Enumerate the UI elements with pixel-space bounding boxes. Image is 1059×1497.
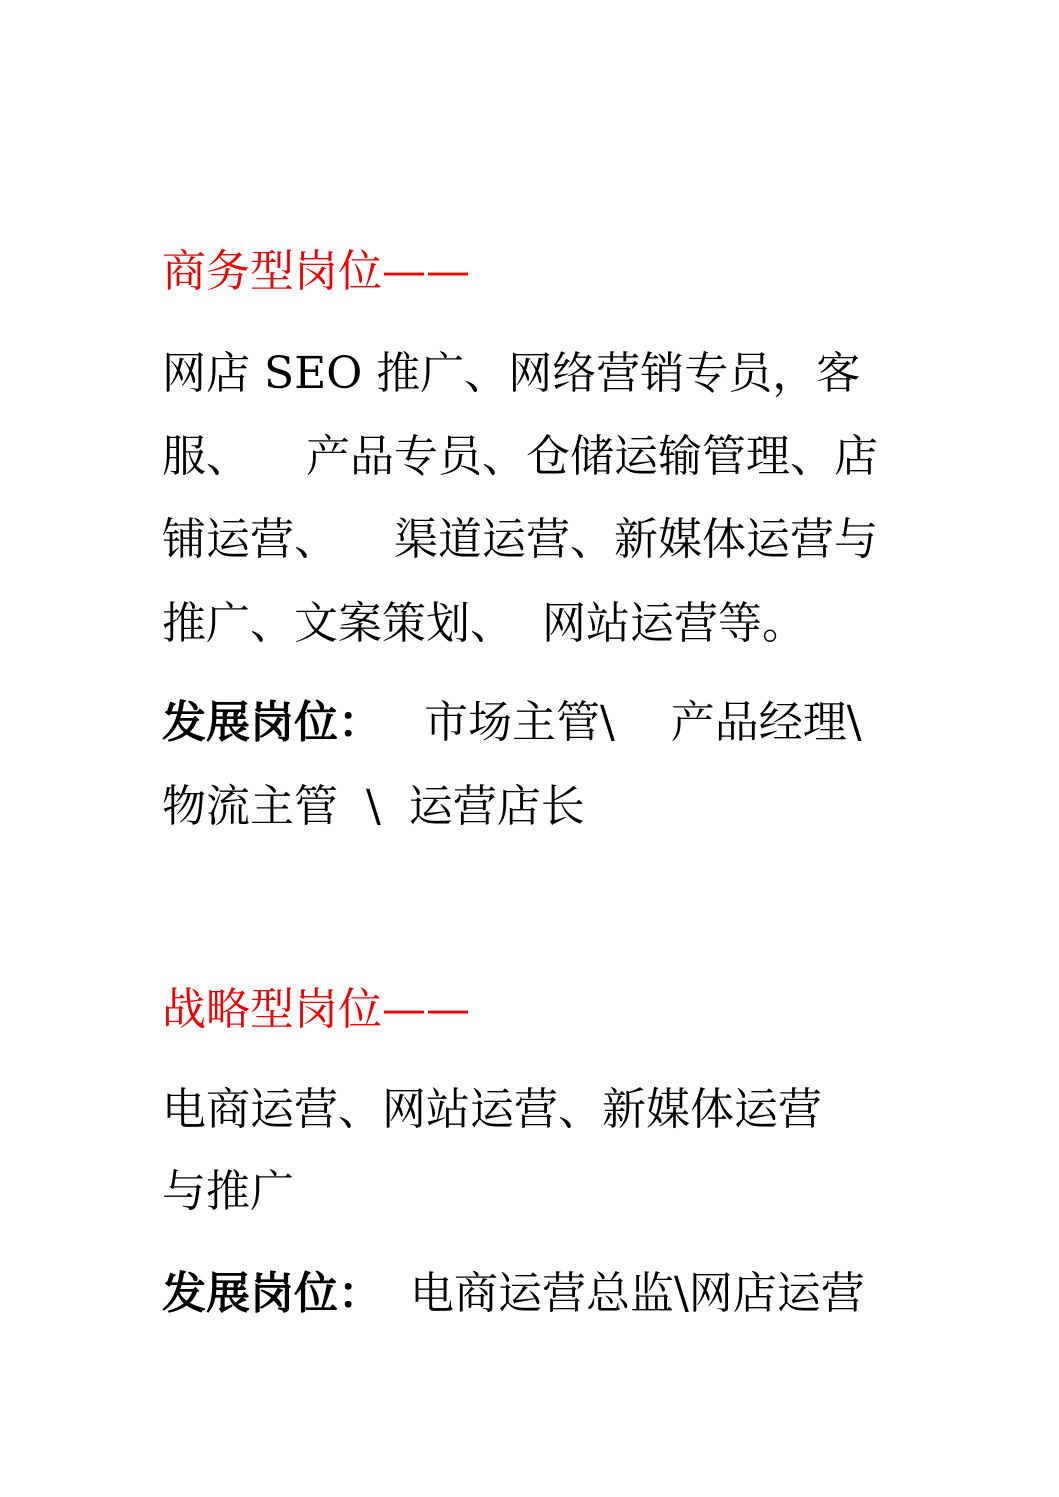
section1-development-line-2: 物流主管 \ 运营店长	[162, 781, 585, 832]
section2-body-line-1: 电商运营、网站运营、新媒体运营	[162, 1084, 822, 1135]
section1-body-line-2: 服、 产品专员、仓储运输管理、店	[162, 431, 878, 482]
section1-body-line-4: 推广、文案策划、 网站运营等。	[162, 598, 806, 649]
section2-dev-roles: 电商运营总监\网店运营	[382, 1268, 865, 1319]
section2-body-line-2: 与推广	[162, 1166, 294, 1217]
section2-development-line	[162, 1264, 865, 1324]
section2-heading: 战略型岗位——	[162, 984, 470, 1035]
section1-heading: 商务型岗位——	[162, 246, 470, 297]
section1-dev-label: 发展岗位：	[162, 697, 382, 748]
section2-dev-label: 发展岗位：	[162, 1268, 382, 1319]
section1-dev-roles-1: 市场主管\ 产品经理\	[382, 697, 862, 748]
section1-development-line-1	[162, 693, 862, 753]
section1-body-line-3: 铺运营、 渠道运营、新媒体运营与	[162, 514, 878, 565]
section1-body-line-1: 网店 SEO 推广、网络营销专员，客	[162, 348, 861, 399]
